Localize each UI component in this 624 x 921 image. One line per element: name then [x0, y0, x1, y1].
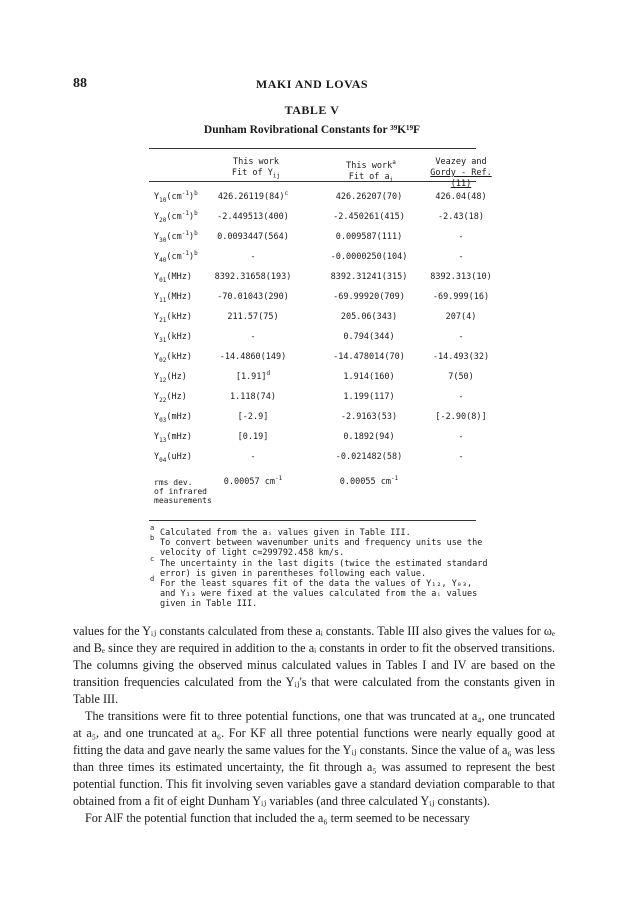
rms-unit-sup: -1 — [274, 475, 283, 482]
cell-footnote-mark: d — [266, 370, 271, 377]
row-label — [154, 292, 192, 302]
table-cell: 8392.31241(315) — [330, 272, 408, 282]
row-label — [154, 252, 198, 262]
row-label-part: ) — [188, 212, 195, 222]
cell-value: 211.57(75) — [227, 312, 279, 322]
row-label — [154, 412, 192, 422]
table-cell: [-2.90(8)] — [435, 412, 487, 422]
row-label-part: -1 — [181, 250, 189, 257]
table-cell: - — [458, 332, 464, 342]
table-cell — [196, 192, 310, 202]
row-label-part: 22 — [159, 397, 167, 404]
column-header-line — [226, 168, 286, 182]
cell-value: 0.0093447(564) — [217, 232, 289, 242]
table-cell — [196, 232, 310, 242]
row-label-part: -1 — [181, 230, 189, 237]
row-label-part: b — [194, 250, 198, 257]
rms-value: 0.00055 cm — [339, 477, 391, 487]
paragraph: For AlF the potential function that included the a₆ term seemed to be necessary — [85, 811, 471, 825]
cell-value: 8392.31658(193) — [214, 272, 292, 282]
row-label-part: 01 — [159, 277, 167, 284]
row-label-part: -1 — [181, 190, 189, 197]
table-cell: 8392.313(10) — [430, 272, 492, 282]
row-label-part: (cm — [166, 192, 182, 202]
table-cell: - — [458, 452, 464, 462]
row-label — [154, 432, 192, 442]
row-label-part: ) — [188, 232, 195, 242]
row-label-part: Y — [154, 452, 160, 462]
row-label — [154, 212, 198, 222]
row-label-part: Y — [154, 292, 160, 302]
table-caption: Dunham Rovibrational Constants for ³⁹K¹⁹F — [203, 124, 421, 136]
column-header-sup: a — [392, 159, 396, 166]
row-label-part: Y — [154, 372, 160, 382]
rms-cell-1 — [196, 477, 310, 487]
table-cell: 0.1892(94) — [343, 432, 395, 442]
table-cell: -0.0000250(104) — [330, 252, 408, 262]
cell-footnote-mark: c — [284, 190, 289, 197]
table-cell: - — [458, 392, 464, 402]
row-label-part: (Hz) — [166, 392, 187, 402]
cell-value: - — [250, 452, 256, 462]
table-cell: -2.9163(53) — [340, 412, 398, 422]
footnote: The uncertainty in the last digits (twice the estimated standard error) is given in parentheses following each value. — [160, 559, 488, 579]
cell-value: -70.01043(290) — [217, 292, 289, 302]
table-bottom-rule — [149, 520, 476, 521]
table-cell — [196, 352, 310, 362]
column-header-text: Fit of a — [348, 171, 390, 182]
table-cell — [196, 432, 310, 442]
row-label-part: ) — [188, 252, 195, 262]
table-cell — [196, 452, 310, 462]
row-label-part: (kHz) — [166, 352, 192, 362]
footnote-mark: a — [150, 524, 155, 532]
row-label-part: (cm — [166, 212, 182, 222]
row-label-part: Y — [154, 332, 160, 342]
row-label-part: (cm — [166, 232, 182, 242]
table-cell: -69.99920(709) — [333, 292, 405, 302]
row-label-part: (mHz) — [166, 432, 192, 442]
row-label-part: 13 — [159, 437, 167, 444]
row-label-part: (Hz) — [166, 372, 187, 382]
table-cell: 426.04(48) — [435, 192, 487, 202]
row-label-part: (mHz) — [166, 412, 192, 422]
table-cell: - — [458, 252, 464, 262]
column-header-sub: ij — [272, 172, 281, 180]
row-label — [154, 332, 192, 342]
table-cell: 1.199(117) — [343, 392, 395, 402]
paragraph: values for the Yᵢⱼ constants calculated from these aᵢ constants. Table III also gives the values for ωₑ and Bₑ since they are required in addition to the aᵢ constants in order to fit the observed transitions. The columns giving the observed minus calculated values in Tables I and IV are based on the transition frequencies calculated from the Yᵢⱼ's that were calculated from the constants given in Table III. — [73, 624, 555, 706]
table-cell: -2.450261(415) — [333, 212, 405, 222]
rms-label: rms dev. of infrared measurements — [154, 478, 212, 505]
footnote: To convert between wavenumber units and frequency units use the velocity of light c=299792.458 km/s. — [160, 538, 483, 558]
row-label — [154, 372, 187, 382]
row-label-part: 12 — [159, 377, 167, 384]
table-cell: 7(50) — [448, 372, 474, 382]
footnote: For the least squares fit of the data the values of Y₁₂, Y₀₃, and Y₁₃ were fixed at the values calculated from the aᵢ values given in Table III. — [160, 579, 478, 609]
row-label-part: Y — [154, 212, 160, 222]
cell-value: [1.91] — [235, 372, 267, 382]
row-label-part: 31 — [159, 337, 167, 344]
table-cell — [196, 412, 310, 422]
table-cell: 1.914(160) — [343, 372, 395, 382]
column-header-text: This work — [346, 160, 393, 171]
row-label-part: 20 — [159, 217, 167, 224]
rms-cell-2 — [312, 477, 426, 487]
footnote-mark: c — [150, 555, 155, 563]
body-text — [73, 623, 555, 827]
table-cell: 426.26207(70) — [335, 192, 403, 202]
column-header-3 — [423, 157, 499, 190]
row-label — [154, 352, 192, 362]
table-top-rule — [149, 148, 476, 149]
row-label-part: Y — [154, 392, 160, 402]
cell-value: -14.4860(149) — [219, 352, 287, 362]
row-label-part: Y — [154, 432, 160, 442]
row-label-part: -1 — [181, 210, 189, 217]
column-header-text: Fit of Y — [231, 168, 273, 178]
row-label — [154, 232, 198, 242]
row-label-part: 40 — [159, 257, 167, 264]
column-header-line — [338, 172, 404, 186]
footnote-mark: b — [150, 534, 155, 542]
row-label — [154, 312, 192, 322]
column-header-line: This work — [232, 157, 280, 167]
row-label-part: 04 — [159, 457, 167, 464]
table-cell: 205.06(343) — [340, 312, 398, 322]
rms-value: 0.00057 cm — [223, 477, 275, 487]
table-cell: - — [458, 432, 464, 442]
row-label-part: b — [194, 190, 198, 197]
cell-value: - — [250, 332, 256, 342]
table-cell: 207(4) — [445, 312, 477, 322]
row-label-part: b — [194, 230, 198, 237]
column-header-2 — [338, 157, 404, 186]
table-cell: 0.009587(111) — [335, 232, 403, 242]
row-label-part: 30 — [159, 237, 167, 244]
table-cell: 0.794(344) — [343, 332, 395, 342]
page-number: 88 — [73, 76, 87, 91]
row-label-part: Y — [154, 252, 160, 262]
row-label-part: 21 — [159, 317, 167, 324]
cell-value: [-2.9] — [237, 412, 269, 422]
row-label-part: Y — [154, 272, 160, 282]
running-title: MAKI AND LOVAS — [255, 77, 369, 91]
row-label-part: Y — [154, 412, 160, 422]
row-label-part: (uHz) — [166, 452, 192, 462]
row-label — [154, 272, 192, 282]
rms-unit-sup: -1 — [390, 475, 399, 482]
column-header-1 — [226, 157, 286, 182]
row-label-part: 10 — [159, 197, 167, 204]
row-label — [154, 452, 192, 462]
table-cell: -69.999(16) — [432, 292, 490, 302]
table-cell — [196, 332, 310, 342]
row-label-part: 11 — [159, 297, 167, 304]
row-label-part: Y — [154, 192, 160, 202]
column-header-sub: i — [389, 176, 394, 184]
row-label-part: ) — [188, 192, 195, 202]
paragraph: The transitions were fit to three potential functions, one that was truncated at a₄, one truncated at a₅, and one truncated at a₆. For KF all three potential functions were nearly equally good at fitting the data and gave nearly the same values for the Yᵢⱼ constants. Since the value of a₆ was less than three times its estimated uncertainty, the fit through a₅ was assumed to represent the best potential function. This fit involving seven variables gave a standard deviation comparable to that obtained from a fit of eight Dunham Yᵢⱼ variables (and three calculated Yᵢⱼ constants). — [73, 709, 555, 808]
table-cell: -14.493(32) — [432, 352, 490, 362]
row-label-part: Y — [154, 352, 160, 362]
row-label-part: 02 — [159, 357, 167, 364]
table-cell — [196, 292, 310, 302]
cell-value: [0.19] — [237, 432, 269, 442]
table-cell — [196, 392, 310, 402]
row-label — [154, 392, 187, 402]
footnote: Calculated from the aᵢ values given in Table III. — [160, 528, 411, 538]
table-cell — [196, 272, 310, 282]
column-header-line: Veazey and — [435, 157, 487, 167]
table-cell — [196, 252, 310, 262]
column-header-line — [338, 157, 404, 172]
row-label-part: (kHz) — [166, 332, 192, 342]
table-label: TABLE V — [284, 103, 340, 117]
running-head — [0, 76, 624, 96]
row-label-part: (cm — [166, 252, 182, 262]
row-label-part: (kHz) — [166, 312, 192, 322]
table-cell — [196, 212, 310, 222]
table-cell: - — [458, 232, 464, 242]
row-label — [154, 192, 198, 202]
table-cell — [196, 372, 310, 382]
row-label-part: b — [194, 210, 198, 217]
footnote-mark: d — [150, 575, 155, 583]
table-cell: -0.021482(58) — [335, 452, 403, 462]
table-cell: -2.43(18) — [437, 212, 485, 222]
table-cell: -14.478014(70) — [333, 352, 405, 362]
cell-value: - — [250, 252, 256, 262]
row-label-part: 03 — [159, 417, 167, 424]
row-label-part: (MHz) — [166, 292, 192, 302]
cell-value: -2.449513(400) — [217, 212, 289, 222]
cell-value: 1.118(74) — [229, 392, 277, 402]
column-header-line: Gordy - Ref. (11) — [430, 168, 492, 189]
table-cell — [196, 312, 310, 322]
cell-value: 426.26119(84) — [217, 192, 285, 202]
row-label-part: Y — [154, 232, 160, 242]
row-label-part: (MHz) — [166, 272, 192, 282]
row-label-part: Y — [154, 312, 160, 322]
